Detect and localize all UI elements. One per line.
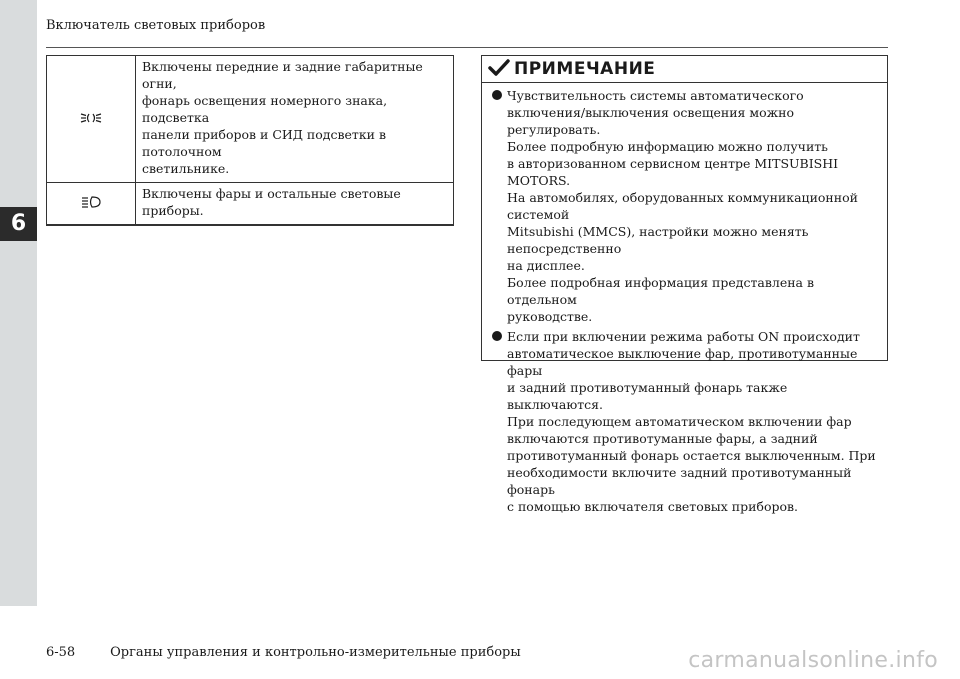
headlights-icon bbox=[81, 196, 101, 208]
description-line: Включены фары и остальные световые приборы. bbox=[142, 186, 401, 218]
note-line: на дисплее. bbox=[507, 258, 585, 273]
checkmark-icon bbox=[488, 59, 510, 77]
icon-cell bbox=[47, 183, 136, 226]
note-header bbox=[482, 56, 887, 83]
note-line: и задний противотуманный фонарь также выключаются. bbox=[507, 380, 788, 412]
note-paragraph bbox=[507, 87, 883, 189]
light-switch-table bbox=[46, 55, 454, 226]
chapter-sidebar bbox=[0, 0, 37, 606]
note-line: Чувствительность системы автоматического bbox=[507, 88, 804, 103]
note-line: автоматическое выключение фар, противотуманные фары bbox=[507, 346, 858, 378]
running-header-title: Включатель световых приборов bbox=[46, 18, 266, 33]
table-row bbox=[47, 183, 454, 226]
description-line: фонарь освещения номерного знака, подсветка bbox=[142, 93, 388, 125]
note-paragraph bbox=[507, 189, 883, 274]
description-line: панели приборов и СИД подсветки в потолочном bbox=[142, 127, 386, 159]
watermark: carmanualsonline.info bbox=[688, 648, 938, 673]
description-line: Включены передние и задние габаритные огни, bbox=[142, 59, 423, 91]
note-paragraph bbox=[507, 274, 883, 325]
note-box bbox=[481, 55, 888, 514]
footer-section-title: Органы управления и контрольно-измерительные приборы bbox=[110, 645, 521, 660]
note-line: противотуманный фонарь остается выключенным. При bbox=[507, 448, 876, 463]
note-line: Более подробная информация представлена в отдельном bbox=[507, 275, 815, 307]
chapter-number-tab: 6 bbox=[0, 207, 37, 241]
note-line: включения/выключения освещения можно регулировать. bbox=[507, 105, 795, 137]
note-paragraph bbox=[507, 413, 883, 515]
note-line: в авторизованном сервисном центре MITSUBISHI MOTORS. bbox=[507, 156, 839, 188]
note-line: руководстве. bbox=[507, 309, 593, 324]
note-title: ПРИМЕЧАНИЕ bbox=[514, 59, 656, 79]
note-line: Более подробную информацию можно получить bbox=[507, 139, 828, 154]
description-cell bbox=[136, 56, 454, 183]
list-item bbox=[492, 328, 883, 515]
note-line: с помощью включателя световых приборов. bbox=[507, 499, 799, 514]
note-list bbox=[482, 87, 887, 515]
bullet-icon bbox=[492, 331, 502, 341]
page-footer bbox=[46, 645, 521, 661]
parking-lights-icon bbox=[80, 112, 102, 124]
note-line: Mitsubishi (MMCS), настройки можно менять непосредственно bbox=[507, 224, 809, 256]
description-cell bbox=[136, 183, 454, 226]
table-row bbox=[47, 56, 454, 183]
note-line: включаются противотуманные фары, а задний bbox=[507, 431, 818, 446]
note-line: Если при включении режима работы ON происходит bbox=[507, 329, 860, 344]
note-line: необходимости включите задний противотуманный фонарь bbox=[507, 465, 852, 497]
note-paragraph bbox=[507, 328, 883, 413]
list-item bbox=[492, 87, 883, 325]
note-line: При последующем автоматическом включении фар bbox=[507, 414, 852, 429]
header-divider bbox=[46, 47, 888, 48]
icon-cell bbox=[47, 56, 136, 183]
bullet-icon bbox=[492, 90, 502, 100]
page-number: 6-58 bbox=[46, 645, 76, 660]
description-line: светильнике. bbox=[142, 161, 230, 176]
note-line: На автомобилях, оборудованных коммуникационной системой bbox=[507, 190, 858, 222]
